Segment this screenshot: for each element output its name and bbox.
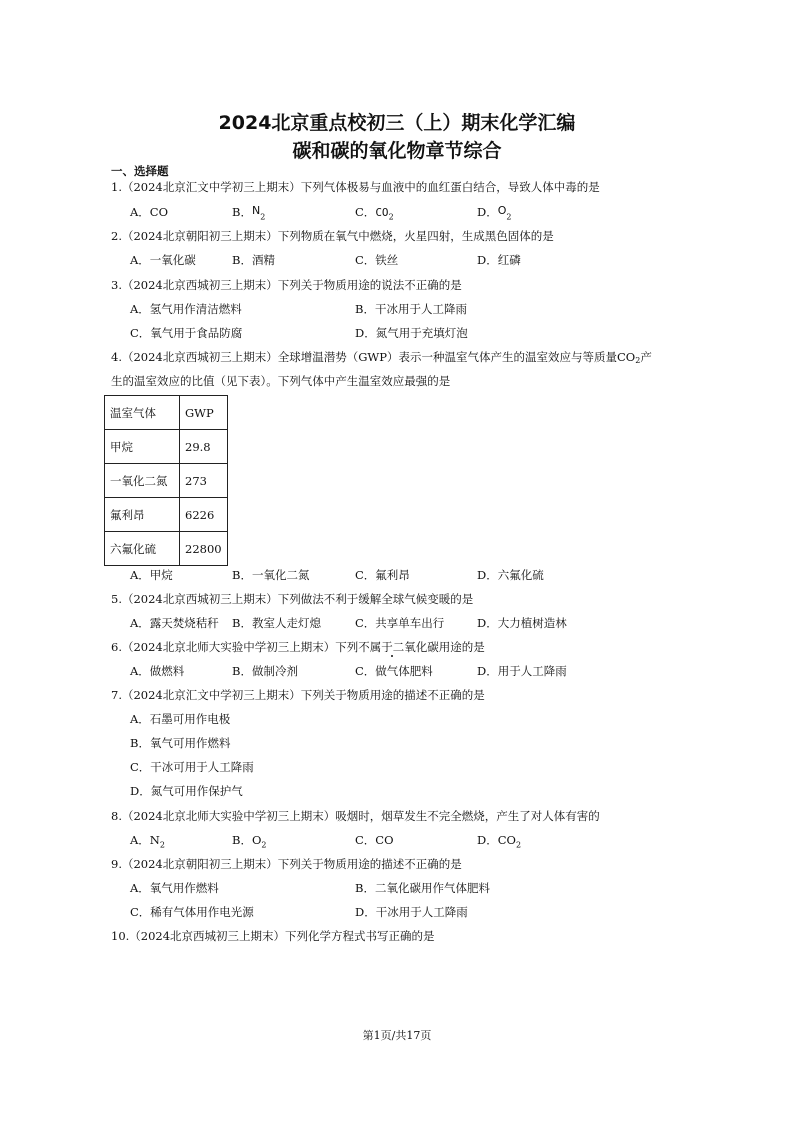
question-5-stem: 5.（2024北京西城初三上期末）下列做法不利于缓解全球气候变暖的是 <box>111 592 474 606</box>
question-6-stem: 6.（2024北京北师大实验中学初三上期末）下列不属于二氧化碳用途的是 <box>111 640 485 654</box>
question-5-option-c: C．共享单车出行 <box>355 616 445 630</box>
question-1-option-b: B．$N_2$ <box>232 204 266 222</box>
question-4-stem-line1: 4.（2024北京西城初三上期末）全球增温潜势（GWP）表示一种温室气体产生的温室效应与等质量$CO_2$产 <box>111 350 652 365</box>
question-9-option-a: A．氧气用作燃料 <box>130 881 219 895</box>
question-3-stem: 3.（2024北京西城初三上期末）下列关于物质用途的说法不正确的是 <box>111 278 462 292</box>
question-3-option-d: D．氮气用于充填灯泡 <box>355 326 468 340</box>
table-row <box>105 532 228 566</box>
table-cell: 29.8 <box>180 430 228 464</box>
question-1-stem: 1.（2024北京汇文中学初三上期末）下列气体极易与血液中的血红蛋白结合，导致人体中毒的是 <box>111 180 600 194</box>
question-8-option-b: B．$O_2$ <box>232 833 267 850</box>
table-cell: 甲烷 <box>105 430 180 464</box>
table-row <box>105 498 228 532</box>
page-footer: 第1页/共17页 <box>362 1029 432 1042</box>
table-row <box>105 464 228 498</box>
question-8-stem: 8.（2024北京北师大实验中学初三上期末）吸烟时，烟草发生不完全燃烧，产生了对人体有害的 <box>111 809 600 823</box>
table-cell: 22800 <box>180 532 228 566</box>
question-5-option-d: D．大力植树造林 <box>477 616 567 630</box>
question-8-option-d: D．$CO_2$ <box>477 833 522 850</box>
question-8-option-a: A．$N_2$ <box>130 833 165 850</box>
question-3-option-c: C．氧气用于食品防腐 <box>130 326 243 340</box>
question-4-option-a: A．甲烷 <box>130 568 173 582</box>
question-6-option-d: D．用于人工降雨 <box>477 664 567 678</box>
question-4-option-c: C．氟利昂 <box>355 568 410 582</box>
document-title-line1: 2024北京重点校初三（上）期末化学汇编 <box>218 112 576 134</box>
question-3-option-b: B．干冰用于人工降雨 <box>355 302 467 316</box>
section-heading: 一、选择题 <box>111 164 169 178</box>
table-header-gwp: GWP <box>180 396 228 430</box>
question-1-option-d: D．$O_2$ <box>477 204 512 222</box>
table-row <box>105 396 228 430</box>
question-5-option-b: B．教室人走灯熄 <box>232 616 321 630</box>
emphasis-dot <box>391 655 393 657</box>
question-10-stem: 10.（2024北京西城初三上期末）下列化学方程式书写正确的是 <box>111 929 435 943</box>
table-cell: 六氟化硫 <box>105 532 180 566</box>
question-7-stem: 7.（2024北京汇文中学初三上期末）下列关于物质用途的描述不正确的是 <box>111 688 485 702</box>
question-7-option-c: C．干冰可用于人工降雨 <box>130 760 254 774</box>
question-9-option-d: D．干冰用于人工降雨 <box>355 905 468 919</box>
question-2-option-b: B．酒精 <box>232 253 275 267</box>
question-7-option-b: B．氧气可用作燃料 <box>130 736 231 750</box>
table-header-gas: 温室气体 <box>105 396 180 430</box>
question-6-option-c: C．做气体肥料 <box>355 664 433 678</box>
table-cell: 6226 <box>180 498 228 532</box>
gwp-table <box>104 395 228 566</box>
table-cell: 273 <box>180 464 228 498</box>
question-1-option-c: C．$CO_2$ <box>355 205 394 222</box>
question-7-option-d: D．氮气可用作保护气 <box>130 784 243 798</box>
question-2-option-d: D．红磷 <box>477 253 521 267</box>
question-2-stem: 2.（2024北京朝阳初三上期末）下列物质在氧气中燃烧，火星四射，生成黑色固体的是 <box>111 229 554 243</box>
question-4-option-d: D．六氟化硫 <box>477 568 544 582</box>
question-9-option-b: B．二氧化碳用作气体肥料 <box>355 881 490 895</box>
table-cell: 氟利昂 <box>105 498 180 532</box>
question-2-option-a: A．一氧化碳 <box>130 253 196 267</box>
question-8-option-c: C．CO <box>355 833 394 847</box>
question-9-stem: 9.（2024北京朝阳初三上期末）下列关于物质用途的描述不正确的是 <box>111 857 462 871</box>
question-6-option-a: A．做燃料 <box>130 664 185 678</box>
question-5-option-a: A．露天焚烧秸秆 <box>130 616 219 630</box>
table-cell: 一氧化二氮 <box>105 464 180 498</box>
question-3-option-a: A．氢气用作清洁燃料 <box>130 302 242 316</box>
question-4-option-b: B．一氧化二氮 <box>232 568 310 582</box>
question-9-option-c: C．稀有气体用作电光源 <box>130 905 254 919</box>
table-row <box>105 430 228 464</box>
question-4-stem-line2: 生的温室效应的比值（见下表）。下列气体中产生温室效应最强的是 <box>111 374 451 388</box>
question-1-option-a: A．CO <box>130 205 169 219</box>
document-title-line2: 碳和碳的氧化物章节综合 <box>292 140 502 162</box>
question-2-option-c: C．铁丝 <box>355 253 399 267</box>
question-6-option-b: B．做制冷剂 <box>232 664 298 678</box>
question-7-option-a: A．石墨可用作电极 <box>130 712 231 726</box>
